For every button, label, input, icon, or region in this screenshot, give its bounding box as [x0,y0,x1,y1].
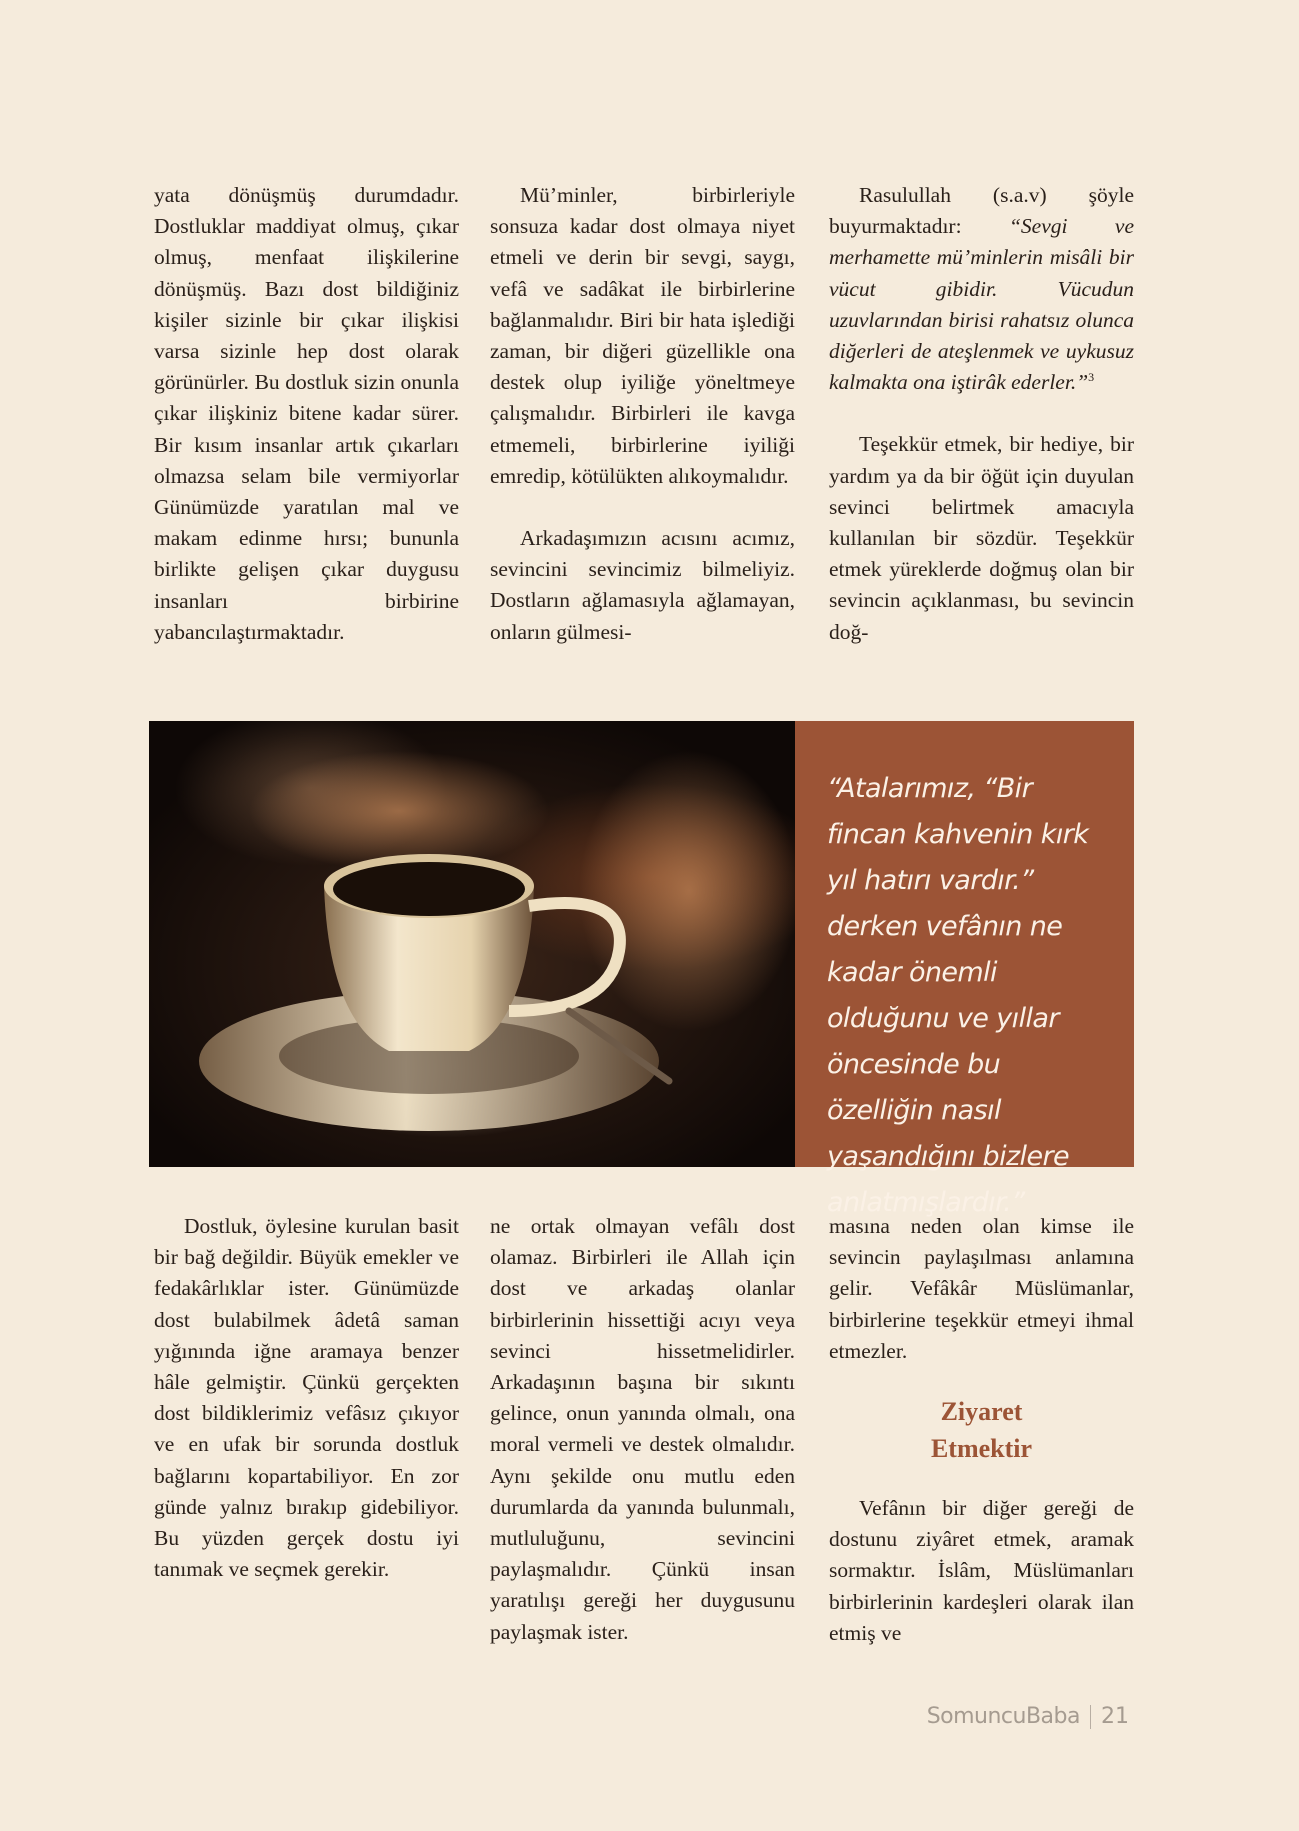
column-3 [829,180,1134,648]
column-6 [829,1211,1134,1649]
section-heading [829,1393,1134,1467]
paragraph: ne ortak olmayan vefâlı dost olamaz. Birbirleri ile Allah için dost ve arkadaş olanlar birbirlerinin hissettiği acıyı veya sevinci hissetmelidirler. Arkadaşının başına bir sıkıntı gelince, onun yanında olmalı, ona moral vermeli ve destek olmalıdır. Aynı şekilde onu mutlu eden durumlarda da yanında bulunmalı, mutluluğunu, sevincini paylaşmalıdır. Çünkü insan yaratılışı gereği her duygusunu paylaşmak ister. [490,1214,795,1644]
paragraph: Teşekkür etmek, bir hediye, bir yardım ya da bir öğüt için duyulan sevinci belirtmek amacıyla kullanılan bir sözdür. Teşekkür etmek yüreklerde doğmuş olan bir sevincin açıklanması, bu sevincin doğ- [829,432,1134,644]
hadith-quote: “Sevgi ve merhamette mü’minlerin misâli bir vücut gibidir. Vücudun uzuvlarından birisi rahatsız olunca diğerleri de ateşlenmek ve uykusuz kalmakta ona iştirâk ederler.” [829,214,1134,395]
paragraph: Mü’minler, birbirleriyle sonsuza kadar dost olmaya niyet etmeli ve derin bir sevgi, saygı, vefâ ve sadâkat ile birbirlerine bağlanmalıdır. Biri bir hata işlediği zaman, bir diğeri güzellikle ona destek olup iyiliğe yöneltmeye çalışmalıdır. Birbirleri ile kavga etmemeli, birbirlerine iyiliği emredip, kötülükten alıkoymalıdır. [490,183,795,488]
logo-somuncu: Somuncu [926,1704,1026,1729]
magazine-logo [927,1704,1080,1729]
hadith-paragraph [829,180,1134,398]
page-footer [927,1704,1129,1729]
coffee-cup-illustration [149,721,795,1167]
logo-baba: Baba [1025,1704,1080,1729]
pull-quote [795,721,1134,1218]
paragraph: Vefânın bir diğer gereği de dostunu ziyâret etmek, aramak sormaktır. İslâm, Müslümanları birbirlerinin kardeşleri olarak ilan etmiş ve [829,1496,1134,1645]
footer-divider [1090,1705,1091,1729]
column-1 [154,180,459,648]
section-heading-line1: Ziyaret [940,1397,1023,1427]
paragraph: Arkadaşımızın acısını acımız, sevincini sevincimiz bilmeliyiz. Dostların ağlamasıyla ağlamayan, onların gülmesi- [490,526,795,644]
paragraph: masına neden olan kimse ile sevincin paylaşılması anlamına gelir. Vefâkâr Müslümanlar, birbirlerine teşekkür etmeyi ihmal etmezler. [829,1214,1134,1363]
paragraph: Dostluk, öylesine kurulan basit bir bağ değildir. Büyük emekler ve fedakârlıklar ister. Günümüzde dost bulabilmek âdetâ saman yığınında iğne aramaya benzer hâle gelmiştir. Çünkü gerçekten dost bildiklerimiz vefâsız çıkıyor ve en ufak bir sorunda dostluk bağlarını kopartabiliyor. En zor günde yalnız bırakıp gidebiliyor. Bu yüzden gerçek dostu iyi tanımak ve seçmek gerekir. [154,1214,459,1582]
coffee-cup-photo [149,721,795,1167]
column-2 [490,180,795,648]
column-4 [154,1211,459,1585]
pull-quote-text: “Atalarımız, “Bir fincan kahvenin kırk yıl hatırı vardır.” derken vefânın ne kadar önemli olduğunu ve yıllar öncesinde bu özelliğin nasıl yaşandığını bizlere anlatmışlardır.” [827,773,1089,1218]
page-number: 21 [1101,1704,1129,1729]
hadith-intro: Rasulullah (s.a.v) şöyle buyurmaktadır: [829,183,1134,239]
paragraph: yata dönüşmüş durumdadır. Dostluklar maddiyat olmuş, çıkar olmuş, menfaat ilişkilerine dönüşmüş. Bazı dost bildiğiniz kişiler sizinle bir çıkar ilişkisi varsa sizinle hep dost olarak görünürler. Bu dostluk sizin onunla çıkar ilişkiniz bitene kadar sürer. Bir kısım insanlar artık çıkarları olmazsa selam bile vermiyorlar Günümüzde yaratılan mal ve makam edinme hırsı; bununla birlikte gelişen çıkar duygusu insanları birbirine yabancılaştırmaktadır. [154,183,459,644]
section-heading-line2: Etmektir [930,1434,1033,1464]
column-5 [490,1211,795,1648]
footnote-marker: 3 [1088,370,1095,385]
